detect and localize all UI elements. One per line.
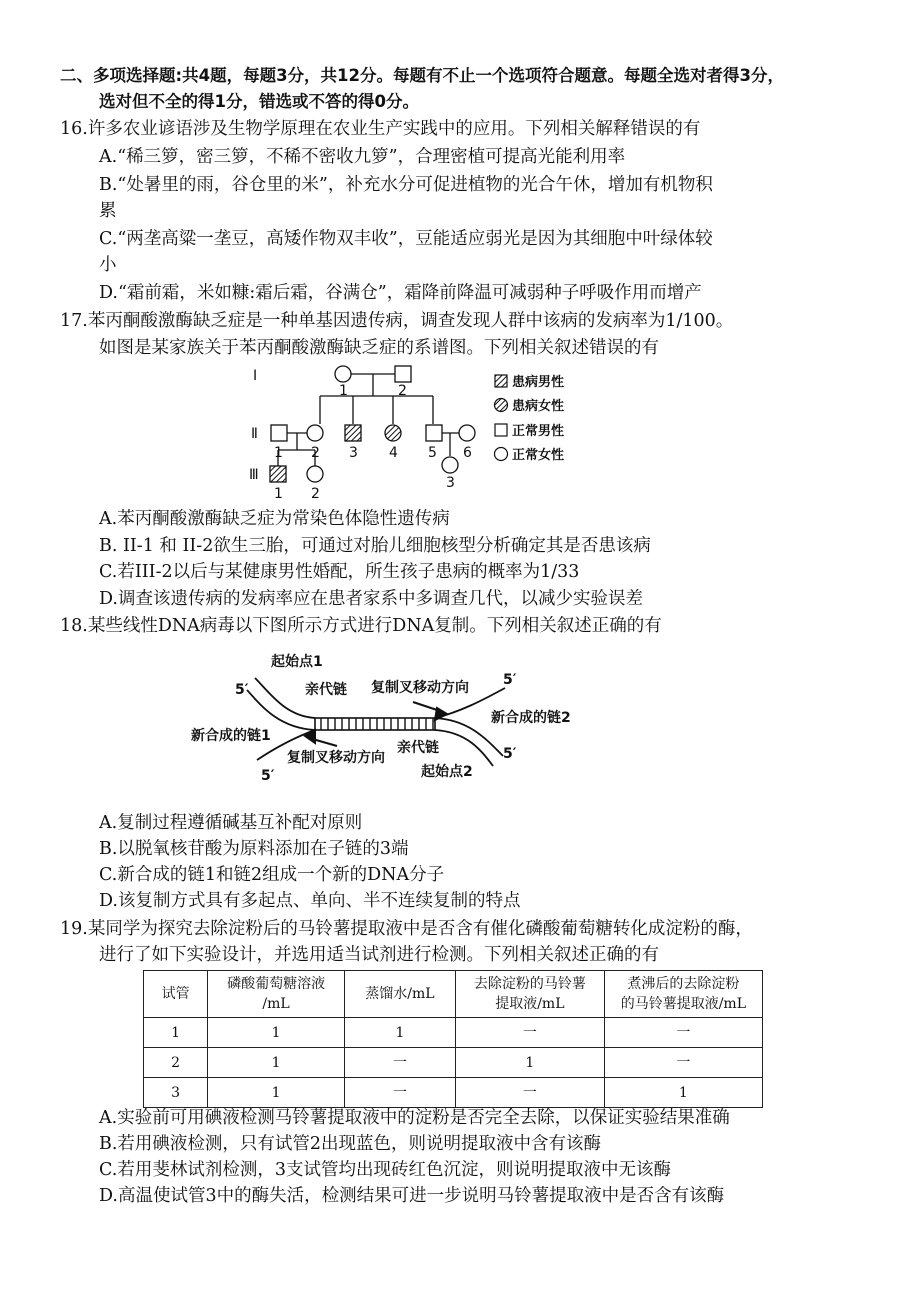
q18-option-c: C.新合成的链1和链2组成一个新的DNA分子	[99, 865, 445, 885]
label-fork-direction-bottom: 复制叉移动方向	[287, 750, 385, 766]
label-origin2: 起始点2	[421, 764, 473, 780]
q16-option-c-cont: 小	[99, 255, 117, 275]
num-II-2: 2	[311, 445, 320, 461]
q17-option-d: D.调查该遗传病的发病率应在患者家系中多调查几代，以减少实验误差	[99, 589, 643, 609]
label-five-prime-3: 5′	[503, 746, 517, 762]
q19-option-b: B.若用碘液检测，只有试管2出现蓝色，则说明提取液中含有该酶	[99, 1134, 602, 1154]
label-five-prime-2: 5′	[503, 672, 517, 688]
q17-option-a: A.苯丙酮酸激酶缺乏症为常染色体隐性遗传病	[99, 509, 450, 529]
section-header-cont: 选对但不全的得1分，错选或不答的得0分。	[99, 92, 419, 111]
table-row: 3 1 一 一 1	[144, 1078, 763, 1108]
q19-option-a: A.实验前可用碘液检测马铃薯提取液中的淀粉是否完全去除，以保证实验结果准确	[99, 1108, 730, 1128]
q16-option-c: C.“两垄高粱一垄豆，高矮作物双丰收”，豆能适应弱光是因为其细胞中叶绿体较	[99, 229, 713, 249]
num-II-5: 5	[428, 445, 437, 461]
q17-stem: 17.苯丙酮酸激酶缺乏症是一种单基因遗传病，调查发现人群中该病的发病率为1/100。	[60, 311, 734, 331]
pedigree-II-1	[271, 425, 287, 441]
q18-option-a: A.复制过程遵循碱基互补配对原则	[99, 813, 363, 833]
experiment-table	[143, 970, 763, 1108]
num-II-6: 6	[463, 445, 472, 461]
label-five-prime-1: 5′	[235, 682, 249, 698]
pedigree-II-4	[385, 425, 401, 441]
num-III-2: 2	[311, 486, 320, 502]
pedigree-I-1	[335, 366, 351, 382]
q16-option-b-cont: 累	[99, 201, 117, 221]
table-row: 2 1 一 1 一	[144, 1048, 763, 1078]
q19-option-d: D.高温使试管3中的酶失活，检测结果可进一步说明马铃薯提取液中是否含有该酶	[99, 1186, 725, 1206]
legend-normal-male: 正常男性	[512, 424, 565, 439]
pedigree-I-2	[395, 366, 411, 382]
dna-replication-diagram	[185, 648, 605, 788]
header-tube: 试管	[144, 971, 208, 1018]
pedigree-III-2	[307, 466, 323, 482]
pedigree-III-1	[270, 466, 286, 482]
table-row: 1 1 1 一 一	[144, 1018, 763, 1048]
q19-stem-cont: 进行了如下实验设计，并选用适当试剂进行检测。下列相关叙述正确的有	[99, 945, 659, 965]
pedigree-III-3	[442, 457, 458, 473]
q17-stem-cont: 如图是某家族关于苯丙酮酸激酶缺乏症的系谱图。下列相关叙述错误的有	[99, 338, 659, 358]
gen-label-III: Ⅲ	[249, 467, 259, 483]
num-II-4: 4	[389, 445, 398, 461]
q19-option-c: C.若用斐林试剂检测，3支试管均出现砖红色沉淀，则说明提取液中无该酶	[99, 1160, 671, 1180]
section-header: 二、多项选择题:共4题，每题3分，共12分。每题有不止一个选项符合题意。每题全选对者得3分，	[60, 66, 785, 85]
num-I-1: 1	[339, 383, 348, 399]
num-III-3: 3	[446, 475, 455, 491]
header-distilled-water: 蒸馏水/mL	[344, 971, 455, 1018]
header-boiled-extract: 煮沸后的去除淀粉 的马铃薯提取液/mL	[604, 971, 762, 1018]
header-glucose-phosphate: 磷酸葡萄糖溶液 /mL	[208, 971, 345, 1018]
legend-affected-male: 患病男性	[512, 375, 565, 390]
q16-option-a: A.“稀三箩，密三箩，不稀不密收九箩”，合理密植可提高光能利用率	[99, 147, 626, 167]
label-parent-chain-top: 亲代链	[305, 682, 347, 698]
num-I-2: 2	[398, 383, 407, 399]
label-origin1: 起始点1	[271, 654, 323, 670]
label-new-chain2: 新合成的链2	[491, 710, 571, 726]
label-five-prime-4: 5′	[261, 768, 275, 784]
pedigree-II-6	[459, 425, 475, 441]
q18-option-b: B.以脱氧核苷酸为原料添加在子链的3端	[99, 839, 409, 859]
legend-affected-female: 患病女性	[512, 399, 565, 414]
label-parent-chain-bottom: 亲代链	[397, 740, 439, 756]
gen-label-II: Ⅱ	[251, 426, 258, 442]
pedigree-II-3	[345, 425, 361, 441]
pedigree-chart	[245, 360, 605, 510]
num-III-1: 1	[274, 486, 283, 502]
q16-option-d: D.“霜前霜，米如糠:霜后霜，谷满仓”，霜降前降温可减弱种子呼吸作用而增产	[99, 283, 702, 303]
label-new-chain1: 新合成的链1	[191, 728, 271, 744]
q18-option-d: D.该复制方式具有多起点、单向、半不连续复制的特点	[99, 891, 521, 911]
header-extract: 去除淀粉的马铃薯 提取液/mL	[455, 971, 604, 1018]
pedigree-II-5	[426, 425, 442, 441]
q16-option-b: B.“处暑里的雨，谷仓里的米”，补充水分可促进植物的光合午休，增加有机物积	[99, 175, 713, 195]
q19-stem: 19.某同学为探究去除淀粉后的马铃薯提取液中是否含有催化磷酸葡萄糖转化成淀粉的酶，	[60, 919, 753, 939]
legend-normal-female: 正常女性	[512, 448, 565, 463]
pedigree-II-2	[307, 425, 323, 441]
q17-option-b: B. II-1 和 II-2欲生三胎，可通过对胎儿细胞核型分析确定其是否患该病	[99, 536, 651, 556]
num-II-1: 1	[274, 445, 283, 461]
num-II-3: 3	[349, 445, 358, 461]
q18-stem: 18.某些线性DNA病毒以下图所示方式进行DNA复制。下列相关叙述正确的有	[60, 616, 662, 636]
q17-option-c: C.若III-2以后与某健康男性婚配，所生孩子患病的概率为1/33	[99, 562, 580, 582]
q16-stem: 16.许多农业谚语涉及生物学原理在农业生产实践中的应用。下列相关解释错误的有	[60, 119, 701, 139]
gen-label-I: Ⅰ	[253, 368, 258, 384]
label-fork-direction-top: 复制叉移动方向	[371, 680, 469, 696]
table-header-row	[144, 971, 763, 1018]
